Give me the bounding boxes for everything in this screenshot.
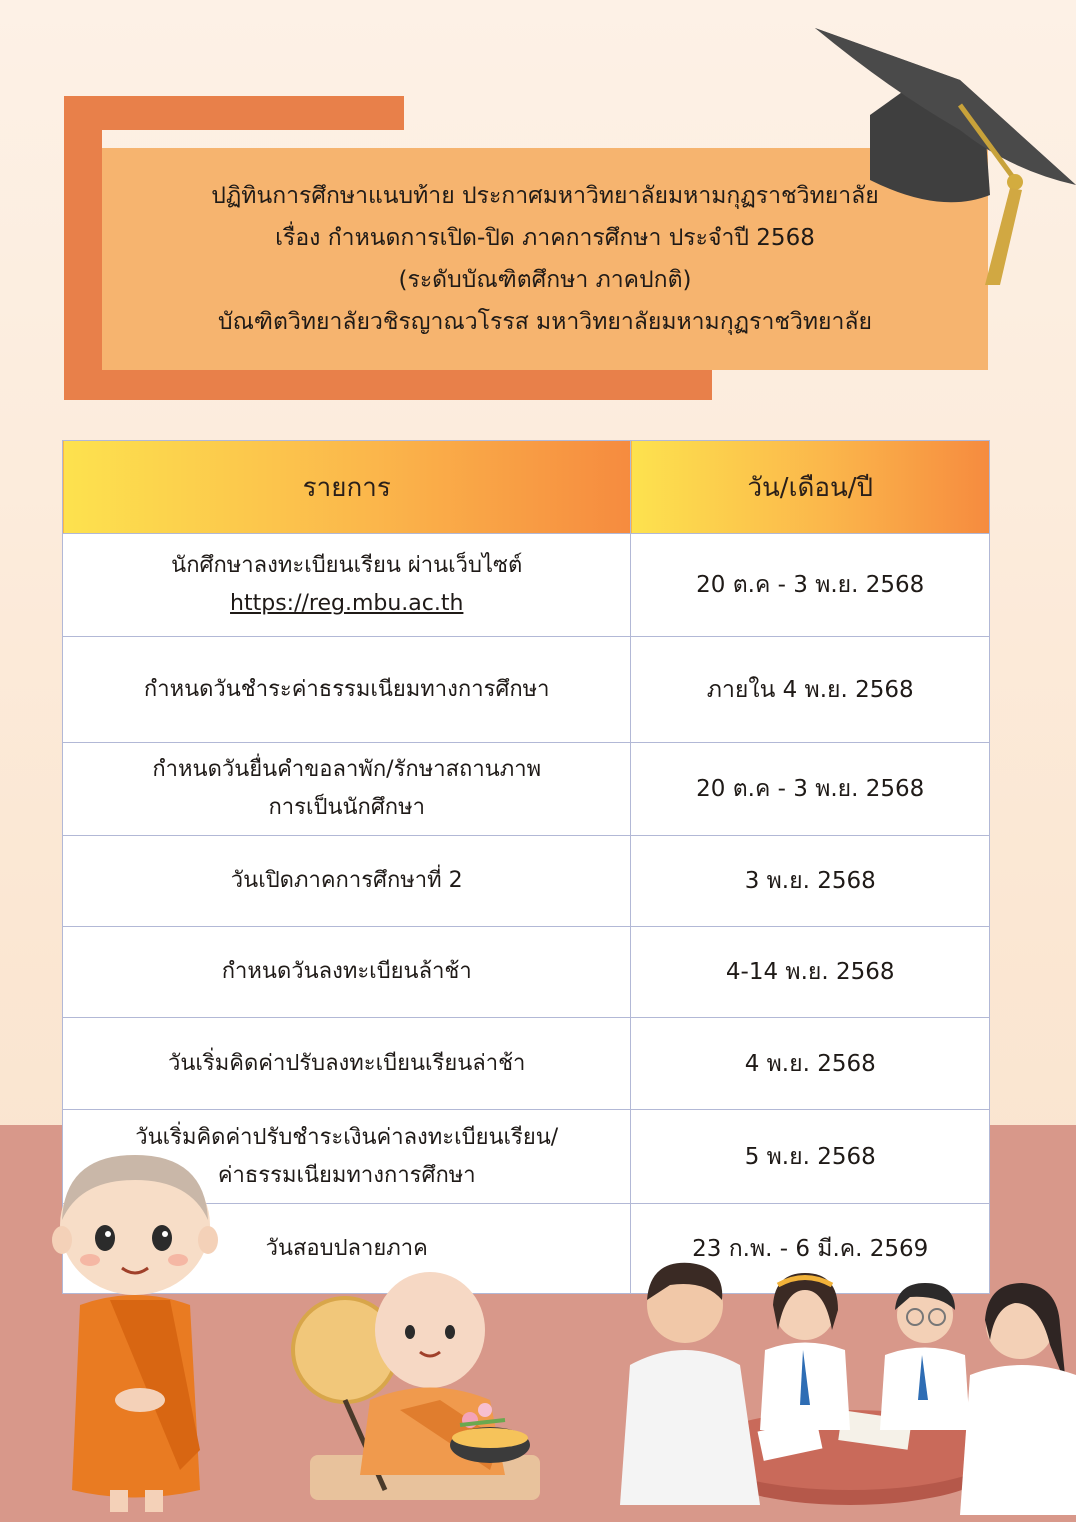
item-cell: วันสอบปลายภาค (63, 1204, 631, 1294)
table-row (63, 927, 990, 1018)
date-cell: 20 ต.ค - 3 พ.ย. 2568 (631, 534, 990, 637)
item-cell: กำหนดวันชำระค่าธรรมเนียมทางการศึกษา (63, 637, 631, 743)
header-line-2: เรื่อง กำหนดการเปิด-ปิด ภาคการศึกษา ประจำปี 2568 (275, 225, 815, 251)
date-cell: 4 พ.ย. 2568 (631, 1018, 990, 1110)
header-frame-bottom (64, 370, 712, 400)
header-frame-top (64, 96, 404, 130)
item-text: วันเริ่มคิดค่าปรับชำระเงินค่าลงทะเบียนเรียน/ (135, 1124, 559, 1150)
date-cell: 5 พ.ย. 2568 (631, 1110, 990, 1204)
item-cell (63, 534, 631, 637)
table-row (63, 1018, 990, 1110)
date-cell: ภายใน 4 พ.ย. 2568 (631, 637, 990, 743)
date-cell: 23 ก.พ. - 6 มี.ค. 2569 (631, 1204, 990, 1294)
item-text: นักศึกษาลงทะเบียนเรียน ผ่านเว็บไซต์ (171, 553, 523, 578)
graduation-cap-icon (810, 20, 1076, 300)
item-text: กำหนดวันยื่นคำขอลาพัก/รักษาสถานภาพ (152, 757, 542, 782)
table-row (63, 836, 990, 927)
column-header-date: วัน/เดือน/ปี (631, 441, 990, 534)
date-cell: 3 พ.ย. 2568 (631, 836, 990, 927)
novice-monk-with-fan-illustration (290, 1260, 550, 1510)
item-cell: วันเปิดภาคการศึกษาที่ 2 (63, 836, 631, 927)
table-row (63, 637, 990, 743)
table-row (63, 743, 990, 836)
date-cell: 4-14 พ.ย. 2568 (631, 927, 990, 1018)
header-line-3: (ระดับบัณฑิตศึกษา ภาคปกติ) (398, 267, 692, 293)
date-cell: 20 ต.ค - 3 พ.ย. 2568 (631, 743, 990, 836)
column-header-item: รายการ (63, 441, 631, 534)
novice-monk-illustration (50, 1150, 220, 1522)
item-text-2: การเป็นนักศึกษา (268, 795, 425, 820)
students-studying-illustration (610, 1255, 1076, 1515)
table-header-row (63, 441, 990, 534)
header-line-4: บัณฑิตวิทยาลัยวชิรญาณวโรรส มหาวิทยาลัยมหามกุฏราชวิทยาลัย (217, 309, 873, 335)
registration-link[interactable]: https://reg.mbu.ac.th (230, 591, 464, 616)
item-cell (63, 743, 631, 836)
item-cell: วันเริ่มคิดค่าปรับลงทะเบียนเรียนล่าช้า (63, 1018, 631, 1110)
item-text-2: ค่าธรรมเนียมทางการศึกษา (217, 1162, 476, 1188)
item-cell: กำหนดวันลงทะเบียนล้าช้า (63, 927, 631, 1018)
header-line-1: ปฏิทินการศึกษาแนบท้าย ประกาศมหาวิทยาลัยมหามกุฏราชวิทยาลัย (211, 183, 879, 209)
table-row (63, 534, 990, 637)
header-frame-left (64, 96, 102, 400)
